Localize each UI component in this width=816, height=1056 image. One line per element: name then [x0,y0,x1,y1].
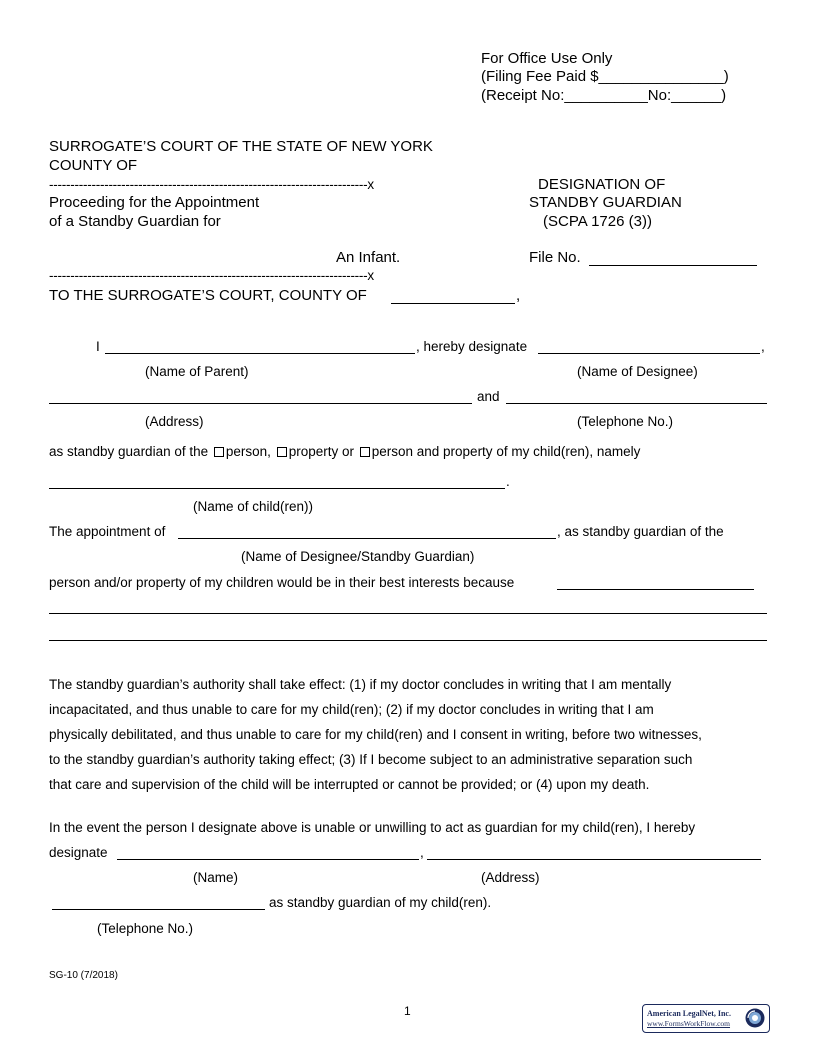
standby-prefix: as standby guardian of the [49,444,209,459]
parent-name-field[interactable] [105,353,415,354]
logo-url: www.FormsWorkFlow.com [647,1019,731,1028]
court-name: SURROGATE’S COURT OF THE STATE OF NEW YORK [49,138,433,155]
receipt-number-field[interactable]: (Receipt No:__________No:______) [481,87,727,104]
file-no-field[interactable] [589,265,757,266]
filing-fee-field[interactable]: (Filing Fee Paid $_______________) [481,68,729,85]
name-of-children-caption: (Name of child(ren)) [193,499,314,514]
alternate-name-field[interactable] [117,859,419,860]
doc-title-line-2: STANDBY GUARDIAN [529,194,682,211]
standby-guardian-name-field[interactable] [178,538,556,539]
alternate-telephone-field[interactable] [52,909,265,910]
alternate-designate-label: designate [49,845,108,860]
person-and-property-checkbox[interactable] [360,447,370,457]
to-court-county-field[interactable] [391,303,515,304]
best-interests-reason-field-2[interactable] [49,613,767,614]
standby-options-line [49,444,640,459]
authority-line-1: The standby guardian’s authority shall take effect: (1) if my doctor concludes in writing that I am mentally [49,677,672,692]
i-label: I [96,339,100,354]
proceeding-line-1: Proceeding for the Appointment [49,194,260,211]
person-and-property-option-label: person and property of my child(ren), namely [371,444,641,459]
property-checkbox[interactable] [277,447,287,457]
authority-line-5: that care and supervision of the child will be interrupted or cannot be provided; or (4) upon my death. [49,777,650,792]
doc-title-line-1: DESIGNATION OF [538,176,666,193]
court-county: COUNTY OF [49,157,138,174]
page-number: 1 [404,1004,411,1018]
alternate-as-standby-label: as standby guardian of my child(ren). [269,895,492,910]
logo-name: American LegalNet, Inc. [647,1009,731,1018]
designee-address-field[interactable] [49,403,472,404]
alternate-comma: , [420,845,424,860]
file-no-label: File No. [529,249,581,266]
and-label: and [477,389,500,404]
hereby-designate-label: , hereby designate [416,339,528,354]
office-use-title: For Office Use Only [481,50,613,67]
globe-icon [744,1007,766,1029]
as-standby-guardian-label: , as standby guardian of the [557,524,724,539]
appointment-of-label: The appointment of [49,524,166,539]
children-period: . [506,474,510,489]
proceeding-line-2: of a Standby Guardian for [49,213,221,230]
to-court-label: TO THE SURROGATE’S COURT, COUNTY OF [49,287,367,304]
doc-title-line-3: (SCPA 1726 (3)) [543,213,652,230]
person-option-label: person, [225,444,271,459]
alternate-address-caption: (Address) [481,870,540,885]
property-option-label: property or [288,444,354,459]
name-of-parent-caption: (Name of Parent) [145,364,249,379]
authority-line-2: incapacitated, and thus unable to care for my child(ren); (2) if my doctor concludes in writing that I am [49,702,654,717]
best-interests-reason-field-1[interactable] [557,589,754,590]
designee-name-field[interactable] [538,353,760,354]
alternate-telephone-caption: (Telephone No.) [97,921,194,936]
person-checkbox[interactable] [214,447,224,457]
alternate-name-caption: (Name) [193,870,239,885]
authority-line-4: to the standby guardian’s authority taking effect; (3) If I become subject to an administrative separation such [49,752,693,767]
alternate-address-field[interactable] [427,859,761,860]
caption-divider-top: ---------------------------------------------------------------------------x [49,177,374,192]
name-of-designee-caption: (Name of Designee) [577,364,698,379]
form-id: SG-10 (7/2018) [49,970,118,981]
designee-telephone-field[interactable] [506,403,767,404]
authority-line-3: physically debilitated, and thus unable to care for my child(ren) and I consent in writing, before two witnesses, [49,727,702,742]
telephone-caption: (Telephone No.) [577,414,674,429]
to-court-comma: , [516,287,521,304]
alternate-line-1: In the event the person I designate above is unable or unwilling to act as guardian for my child(ren), I hereby [49,820,696,835]
children-names-field[interactable] [49,488,505,489]
caption-divider-bottom: ---------------------------------------------------------------------------x [49,268,374,283]
best-interests-label: person and/or property of my children would be in their best interests because [49,575,515,590]
address-caption: (Address) [145,414,204,429]
best-interests-reason-field-3[interactable] [49,640,767,641]
infant-label: An Infant. [336,249,401,266]
name-of-designee-guardian-caption: (Name of Designee/Standby Guardian) [241,549,475,564]
designate-comma: , [761,339,765,354]
american-legalnet-logo[interactable] [642,1004,770,1033]
